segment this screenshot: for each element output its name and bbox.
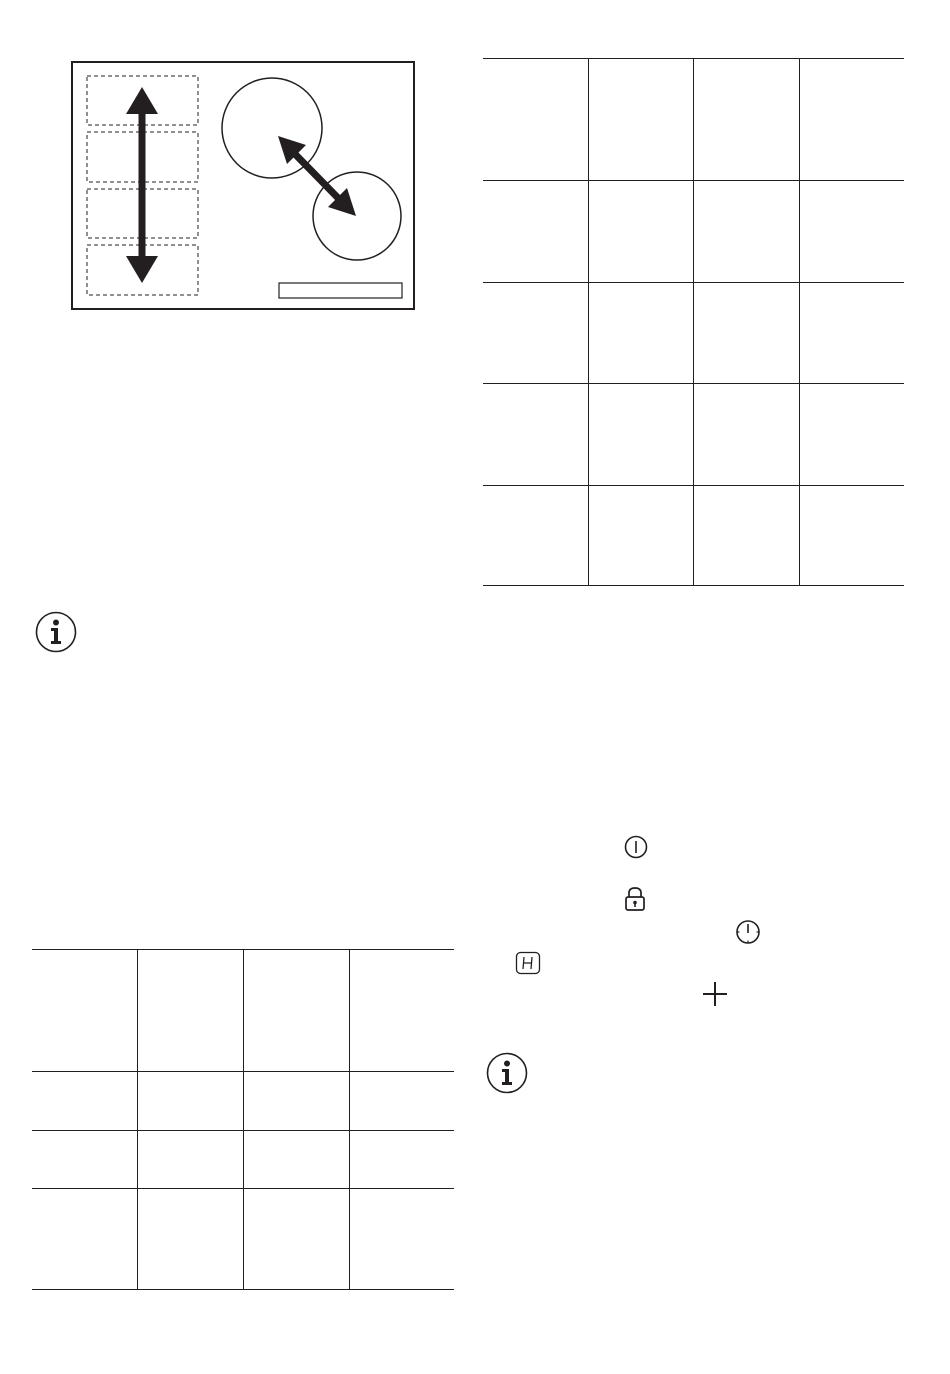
- table-rule: [32, 1289, 454, 1290]
- plus-icon: [701, 980, 729, 1008]
- info-icon: [486, 1052, 528, 1094]
- info-icon: [35, 611, 77, 653]
- bridge-zones: [87, 76, 198, 295]
- lock-icon: [624, 886, 646, 912]
- table-column-divider: [137, 949, 138, 1289]
- table-column-divider: [693, 58, 694, 585]
- bridge-zone-3: [87, 189, 198, 238]
- bridge-zone-4: [87, 245, 198, 295]
- timer-icon: [735, 919, 761, 945]
- round-zone-bottom: [313, 172, 401, 260]
- double-arrow-diagonal-icon: [278, 136, 356, 216]
- table-column-divider: [243, 949, 244, 1289]
- control-panel: [279, 283, 402, 298]
- bridge-zone-1: [87, 76, 198, 125]
- hob-frame: [72, 62, 414, 309]
- round-zone-top: [222, 78, 322, 178]
- double-arrow-vertical-icon: [126, 87, 158, 283]
- table-column-divider: [799, 58, 800, 585]
- power-icon: [624, 835, 648, 859]
- table-rule: [483, 585, 904, 586]
- table-column-divider: [349, 949, 350, 1289]
- heat-h-icon: [515, 951, 541, 975]
- bridge-zone-2: [87, 132, 198, 182]
- table-column-divider: [588, 58, 589, 585]
